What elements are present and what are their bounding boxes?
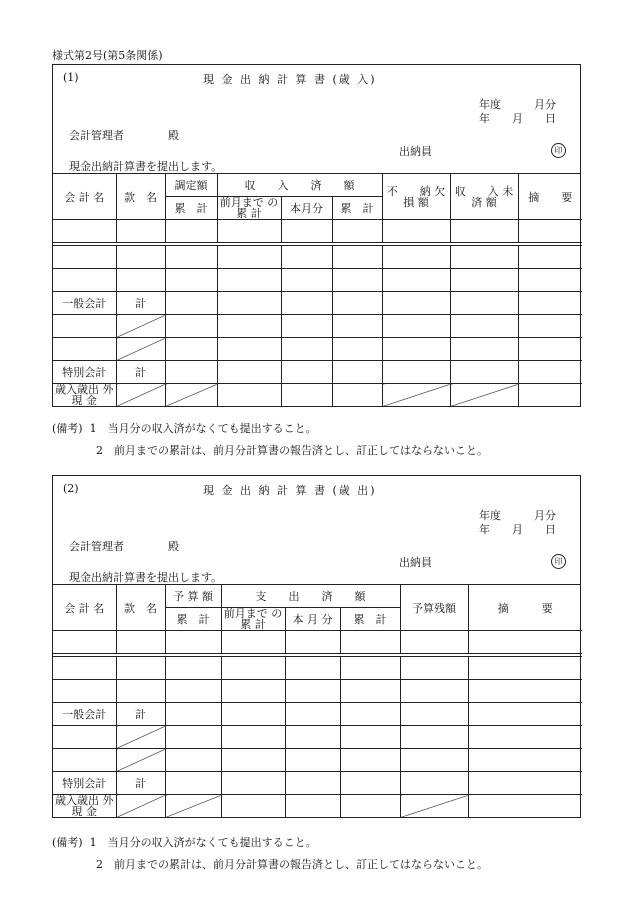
col-cumulative: 累 計 (165, 197, 217, 220)
col-received: 収 入 済 額 (217, 174, 382, 197)
revenue-table (53, 174, 582, 406)
notes-label: (備考) (52, 836, 83, 849)
table-row (53, 631, 582, 656)
row-outside-cash: 歳入歳出 外 現 金 (53, 384, 116, 407)
col-budget: 予 算 額 (165, 585, 221, 608)
table-row (53, 749, 582, 772)
table-row (53, 338, 582, 361)
row-general-account: 一般会計 (53, 703, 116, 726)
col-paid: 支 出 済 額 (221, 585, 400, 608)
col-summary: 摘 要 (468, 585, 582, 631)
date: 年 月 日 (479, 112, 556, 125)
row-outside-cash: 歳入歳出 外 現 金 (53, 795, 116, 818)
table-row (53, 726, 582, 749)
table-row (53, 655, 582, 680)
manager-addressee: 会計管理者 殿 (69, 129, 179, 142)
row-total-label: 計 (116, 772, 165, 795)
col-this-month: 本月分 (281, 197, 332, 220)
col-item: 款 名 (116, 174, 165, 220)
col-remaining: 予算残額 (400, 585, 468, 631)
col-prev-cumulative: 前月まで の 累 計 (221, 608, 285, 631)
table-row (53, 384, 582, 407)
year-month: 年度 月分 (479, 98, 556, 111)
notes-section (52, 420, 488, 464)
table-row (53, 361, 582, 384)
col-item: 款 名 (116, 585, 165, 631)
table-row (53, 315, 582, 338)
section-number: (1) (63, 71, 79, 84)
seal-mark: 印 (551, 143, 566, 158)
notes-section (52, 834, 488, 878)
col-cumulative2: 累 計 (340, 608, 400, 631)
expenditure-table (53, 585, 582, 817)
col-adjusted: 調定額 (165, 174, 217, 197)
form-header-area (53, 476, 580, 585)
form-header-area (53, 65, 580, 174)
table-row (53, 680, 582, 703)
col-summary: 摘 要 (518, 174, 582, 220)
row-total-label: 計 (116, 292, 165, 315)
row-total-label: 計 (116, 703, 165, 726)
date: 年 月 日 (479, 523, 556, 536)
col-uncollected: 収 入 未 済 額 (450, 174, 518, 220)
manager-addressee: 会計管理者 殿 (69, 540, 179, 553)
col-prev-cumulative: 前月まで の 累 計 (217, 197, 281, 220)
col-account-name: 会 計 名 (53, 174, 116, 220)
row-special-account: 特別会計 (53, 772, 116, 795)
cashier-label: 出納員 (399, 145, 432, 158)
col-account-name: 会 計 名 (53, 585, 116, 631)
cashier-label: 出納員 (399, 556, 432, 569)
notes-label: (備考) (52, 422, 83, 435)
table-row (53, 269, 582, 292)
table-row (53, 772, 582, 795)
submit-text: 現金出納計算書を提出します。 (69, 160, 223, 173)
form-title: 現 金 出 納 計 算 書 (歳 入) (203, 73, 377, 86)
table-row (53, 244, 582, 269)
col-cumulative2: 累 計 (332, 197, 382, 220)
note-2: 2 前月までの累計は、前月分計算書の報告済とし、訂正してはならないこと。 (96, 858, 488, 871)
row-special-account: 特別会計 (53, 361, 116, 384)
row-general-account: 一般会計 (53, 292, 116, 315)
col-cumulative: 累 計 (165, 608, 221, 631)
expenditure-statement-form (52, 475, 581, 818)
note-1: 1 当月分の収入済がなくても提出すること。 (89, 836, 317, 849)
table-row (53, 703, 582, 726)
table-row (53, 795, 582, 818)
col-deficit: 不 納 欠 損 額 (382, 174, 450, 220)
table-row (53, 220, 582, 245)
submit-text: 現金出納計算書を提出します。 (69, 571, 223, 584)
note-1: 1 当月分の収入済がなくても提出すること。 (89, 422, 317, 435)
row-total-label: 計 (116, 361, 165, 384)
col-this-month: 本 月 分 (285, 608, 340, 631)
note-2: 2 前月までの累計は、前月分計算書の報告済とし、訂正してはならないこと。 (96, 444, 488, 457)
form-number: 様式第2号(第5条関係) (52, 49, 163, 62)
table-row (53, 292, 582, 315)
year-month: 年度 月分 (479, 509, 556, 522)
revenue-statement-form (52, 64, 581, 407)
form-title: 現 金 出 納 計 算 書 (歳 出) (203, 484, 377, 497)
section-number: (2) (63, 482, 79, 495)
seal-mark: 印 (551, 554, 566, 569)
